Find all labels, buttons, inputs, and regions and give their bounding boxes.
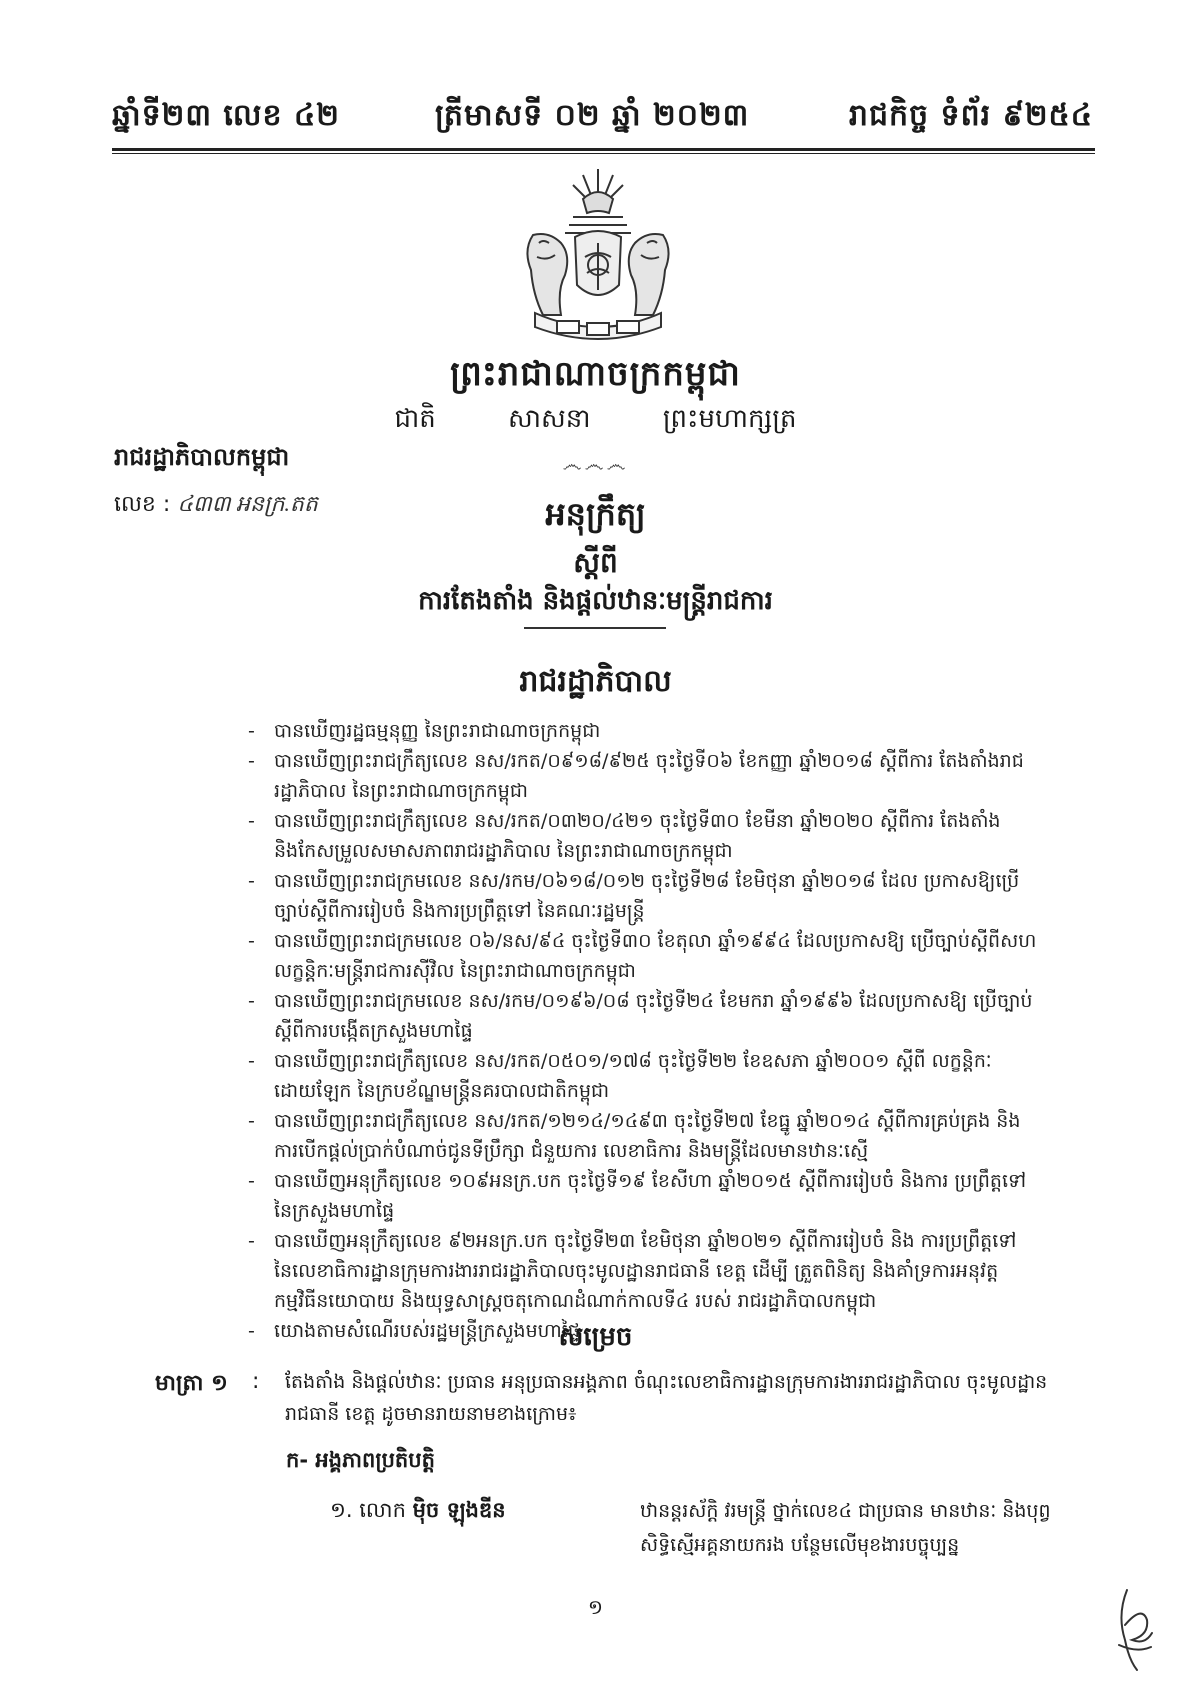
title-rule — [524, 627, 666, 629]
gazette-quarter: ត្រីមាសទី ០២ ឆ្នាំ ២០២៣ — [435, 98, 750, 133]
motto-king: ព្រះមហាក្សត្រ — [662, 404, 797, 434]
article-1-colon: : — [252, 1369, 260, 1394]
appointee-rank: ឋានន្តរស័ក្តិ វរមន្ត្រី ថ្នាក់លេខ៤ ជាប្រធាន មានឋានៈ និងបុព្វសិទ្ធិស្មើអគ្គនាយករង បន្ថែមលើមុខងារបច្ចុប្បន្ន — [640, 1500, 1051, 1556]
consideration-item: - បានឃើញព្រះរាជក្រឹត្យលេខ នស/រកត/១២១៤/១៤៩៣ ចុះថ្ងៃទី២៧ ខែធ្នូ ឆ្នាំ២០១៤ ស្តីពីការគ្រប់គ្រង និងការបើកផ្តល់ប្រាក់បំណាច់ជូនទីប្រឹក្សា ជំនួយការ លេខាធិការ និងមន្ត្រីដែលមានឋានៈស្មើ — [248, 1106, 1038, 1166]
header-rule — [112, 148, 1095, 151]
issuer-name: រាជរដ្ឋាភិបាលកម្ពុជា — [114, 443, 290, 471]
decree-about: ស្តីពី — [573, 546, 618, 579]
consideration-item: - បានឃើញព្រះរាជក្រមលេខ ០៦/នស/៩៤ ចុះថ្ងៃទី៣០ ខែតុលា ឆ្នាំ១៩៩៤ ដែលប្រកាសឱ្យ ប្រើច្បាប់ស្តីពីសហលក្ខន្តិកៈមន្ត្រីរាជការស៊ីវិល នៃព្រះរាជាណាចក្រកម្ពុជា — [248, 926, 1038, 986]
consideration-item: - បានឃើញព្រះរាជក្រឹត្យលេខ នស/រកត/០៩១៨/៩២៥ ចុះថ្ងៃទី០៦ ខែកញ្ញា ឆ្នាំ២០១៨ ស្តីពីការ តែងតាំងរាជរដ្ឋាភិបាល នៃព្រះរាជាណាចក្រកម្ពុជា — [248, 746, 1038, 806]
consideration-item: - បានឃើញព្រះរាជក្រឹត្យលេខ នស/រកត/០៥០១/១៧៨ ចុះថ្ងៃទី២២ ខែឧសភា ឆ្នាំ២០០១ ស្តីពី លក្ខន្តិកៈដោយឡែក នៃក្របខ័ណ្ឌមន្ត្រីនគរបាលជាតិកម្ពុជា — [248, 1046, 1038, 1106]
document-number-label: លេខ : — [114, 492, 171, 517]
consideration-item: - បានឃើញអនុក្រឹត្យលេខ ១០៩អនក្រ.បក ចុះថ្ងៃទី១៩ ខែសីហា ឆ្នាំ២០១៥ ស្តីពីការរៀបចំ និងការ ប្រព្រឹត្តទៅ នៃក្រសួងមហាផ្ទៃ — [248, 1166, 1038, 1226]
initial-signature — [1107, 1585, 1162, 1675]
decree-title: ការតែងតាំង និងផ្តល់ឋានៈមន្ត្រីរាជការ — [418, 586, 773, 616]
document-number-value: ៤៣៣ អនក្រ.តត — [177, 491, 318, 516]
royal-coat-of-arms-emblem — [513, 165, 683, 345]
appointee-name-line — [330, 1497, 506, 1528]
consideration-item: - បានឃើញរដ្ឋធម្មនុញ្ញ នៃព្រះរាជាណាចក្រកម្ពុជា — [248, 716, 1038, 746]
header-rule-thin — [112, 153, 1095, 154]
page-number: ១ — [587, 1595, 604, 1619]
ornamental-divider: ෴෴෴ — [562, 452, 629, 476]
decree-type: អនុក្រឹត្យ — [545, 495, 646, 533]
national-motto — [0, 402, 1191, 440]
appointee-number: ១. លោក — [330, 1498, 406, 1522]
article-1-label: មាត្រា ១ — [155, 1371, 228, 1396]
article-1-text: តែងតាំង និងផ្តល់ឋានៈ ប្រធាន អនុប្រធានអង្គភាព ចំណុះលេខាធិការដ្ឋានក្រុមការងាររាជរដ្ឋាភិបាល ចុះមូលដ្ឋានរាជធានី ខេត្ត ដូចមានរាយនាមខាងក្រោម៖ — [285, 1371, 1048, 1425]
consideration-item: - បានឃើញអនុក្រឹត្យលេខ ៩២អនក្រ.បក ចុះថ្ងៃទី២៣ ខែមិថុនា ឆ្នាំ២០២១ ស្តីពីការរៀបចំ និង ការប្រព្រឹត្តទៅ នៃលេខាធិការដ្ឋានក្រុមការងាររាជរដ្ឋាភិបាលចុះមូលដ្ឋានរាជធានី ខេត្ត ដើម្បី ត្រួតពិនិត្យ និងគាំទ្រការអនុវត្តកម្មវិធីនយោបាយ និងយុទ្ធសាស្ត្រចតុកោណដំណាក់កាលទី៤ របស់ រាជរដ្ឋាភិបាលកម្ពុជា — [248, 1226, 1038, 1316]
decides-heading: សម្រេច — [558, 1322, 633, 1352]
section-a-heading: ក- អង្គភាពប្រតិបត្តិ — [286, 1448, 435, 1472]
appointee-name: ម៉ិច ឡុងឌីន — [412, 1498, 506, 1522]
kingdom-name: ព្រះរាជាណាចក្រកម្ពុជា — [450, 354, 741, 394]
considerations-list — [248, 716, 1038, 1346]
consideration-item: - បានឃើញព្រះរាជក្រមលេខ នស/រកម/០១៩៦/០៨ ចុះថ្ងៃទី២៤ ខែមករា ឆ្នាំ១៩៩៦ ដែលប្រកាសឱ្យ ប្រើច្បាប់ស្តីពីការបង្កើតក្រសួងមហាផ្ទៃ — [248, 986, 1038, 1046]
motto-religion: សាសនា — [508, 404, 591, 434]
gazette-year-issue: ឆ្នាំទី២៣ លេខ ៤២ — [112, 98, 340, 133]
consideration-item: - បានឃើញព្រះរាជក្រឹត្យលេខ នស/រកត/០៣២០/៤២១ ចុះថ្ងៃទី៣០ ខែមីនា ឆ្នាំ២០២០ ស្តីពីការ តែងតាំង និងកែសម្រួលសមាសភាពរាជរដ្ឋាភិបាល នៃព្រះរាជាណាចក្រកម្ពុជា — [248, 806, 1038, 866]
consideration-item: - បានឃើញព្រះរាជក្រមលេខ នស/រកម/០៦១៨/០១២ ចុះថ្ងៃទី២៨ ខែមិថុនា ឆ្នាំ២០១៨ ដែល ប្រកាសឱ្យប្រើច្បាប់ស្តីពីការរៀបចំ និងការប្រព្រឹត្តទៅ នៃគណៈរដ្ឋមន្ត្រី — [248, 866, 1038, 926]
consideration-item: - យោងតាមសំណើរបស់រដ្ឋមន្ត្រីក្រសួងមហាផ្ទៃ — [248, 1316, 1038, 1346]
gazette-page: រាជកិច្ច ទំព័រ ៩២៥៤ — [848, 98, 1093, 133]
motto-nation: ជាតិ — [394, 404, 436, 434]
government-heading: រាជរដ្ឋាភិបាល — [519, 664, 672, 699]
